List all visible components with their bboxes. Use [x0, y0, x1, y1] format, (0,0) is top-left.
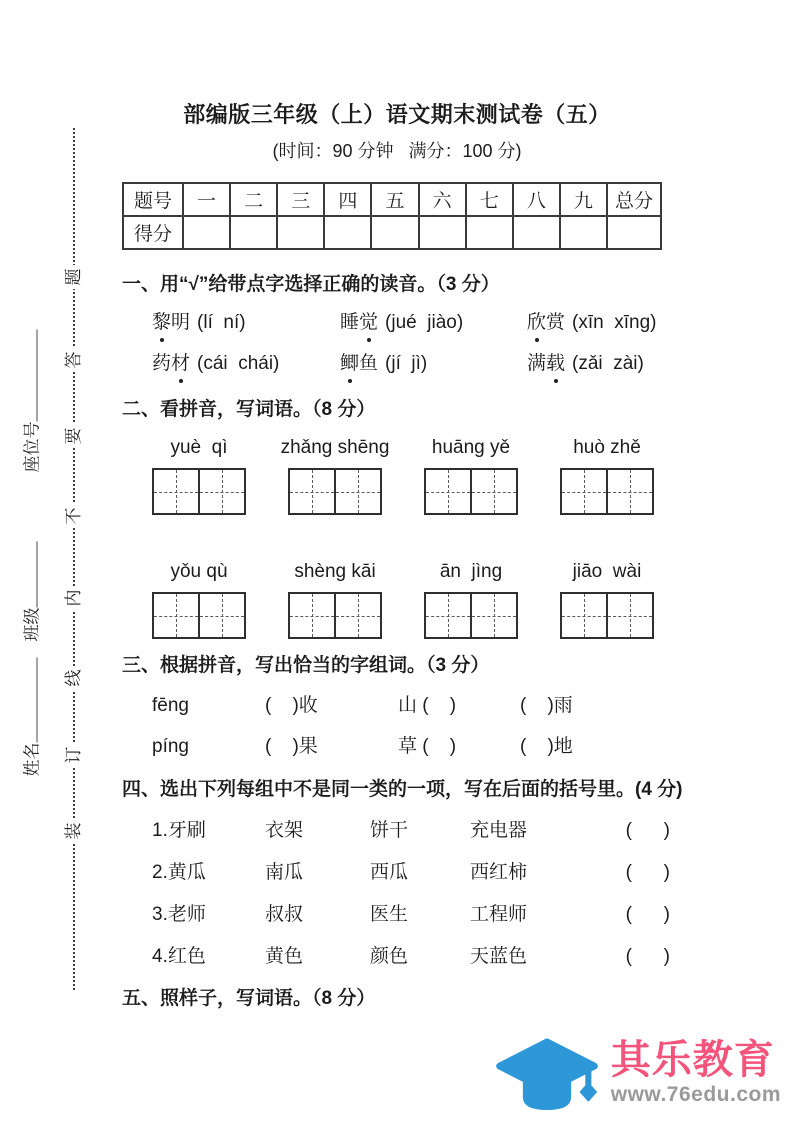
- writing-grid-cell: [154, 470, 198, 513]
- pinyin-writing-row-2: [152, 560, 672, 639]
- pinyin-writing-item: [152, 436, 246, 515]
- score-col-5: 五: [371, 183, 418, 216]
- pinyin-label: zhǎng shēng: [280, 437, 390, 458]
- class-blank-line: [23, 542, 38, 608]
- writing-grid: [152, 468, 246, 515]
- page-subtitle: (时间：90 分钟 满分：100 分): [272, 141, 522, 161]
- writing-grid-cell: [426, 594, 470, 637]
- writing-grid: [560, 592, 654, 639]
- class-label: 班级: [22, 607, 42, 642]
- answer-blank: 山 ( ): [398, 695, 457, 716]
- pronunciation-row-2: [152, 351, 672, 377]
- score-cell: [183, 216, 230, 249]
- answer-blank: ( )收: [265, 695, 318, 716]
- item-number: 2.: [152, 862, 168, 883]
- word: 牙刷: [167, 820, 206, 841]
- classification-item-4: [152, 942, 672, 971]
- score-col-8: 八: [513, 183, 560, 216]
- writing-grid-cell: [426, 470, 470, 513]
- graduation-cap-icon: [491, 1030, 603, 1116]
- pinyin-label: yuè qì: [170, 437, 228, 458]
- brand-logo: [491, 1030, 781, 1116]
- word: 饼干: [370, 820, 409, 841]
- binding-char: 不: [62, 504, 86, 528]
- pronunciation-item: [152, 310, 340, 336]
- binding-char: 题: [62, 265, 86, 289]
- binding-char: 装: [62, 819, 86, 843]
- score-cell: [513, 216, 560, 249]
- score-col-6: 六: [419, 183, 466, 216]
- writing-grid: [152, 592, 246, 639]
- name-blank-line: [23, 658, 38, 743]
- answer-bracket: ( ): [625, 820, 670, 841]
- classification-item-2: [152, 858, 672, 887]
- pronunciation-row-1: [152, 310, 672, 336]
- answer-blank: ( )果: [265, 736, 318, 757]
- word: 南瓜: [265, 862, 304, 883]
- writing-grid-cell: [198, 594, 244, 637]
- writing-grid: [288, 468, 382, 515]
- classification-item-3: [152, 900, 672, 929]
- pinyin-label: píng: [152, 736, 189, 757]
- score-cell: [230, 216, 277, 249]
- word: 充电器: [470, 820, 528, 841]
- char: 鱼: [359, 353, 379, 374]
- binding-char: 要: [62, 424, 86, 448]
- word: 医生: [370, 904, 409, 925]
- word: 西红柿: [470, 862, 528, 883]
- word: 颜色: [370, 946, 409, 967]
- writing-grid-cell: [562, 594, 606, 637]
- dotted-char: 材: [171, 351, 190, 377]
- char: 明: [171, 312, 191, 333]
- answer-bracket: ( ): [625, 904, 670, 925]
- score-col-1: 一: [183, 183, 230, 216]
- writing-grid-cell: [198, 470, 244, 513]
- pinyin-writing-item: [560, 560, 654, 639]
- score-table-header-label: 题号: [123, 183, 183, 216]
- writing-grid: [560, 468, 654, 515]
- pinyin-label: fēng: [152, 695, 189, 716]
- pinyin-writing-item: [152, 560, 246, 639]
- score-cell: [324, 216, 371, 249]
- pronunciation-item: [340, 310, 527, 336]
- section-two-heading: 二、看拼音，写词语。（8 分）: [122, 399, 376, 420]
- binding-char: 答: [62, 348, 86, 372]
- pinyin-writing-item: [288, 560, 382, 639]
- writing-grid: [424, 468, 518, 515]
- pinyin-label: jiāo wài: [572, 561, 642, 582]
- char: 满: [527, 353, 547, 374]
- pinyin-choices: (cái chái): [197, 353, 280, 374]
- seat-number-label: 座位号: [22, 421, 42, 473]
- brand-url: www.76edu.com: [610, 1083, 781, 1106]
- score-row-label: 得分: [123, 216, 183, 249]
- pinyin-writing-item: [560, 436, 654, 515]
- section-three-heading: 三、根据拼音，写出恰当的字组词。（3 分）: [122, 655, 490, 676]
- word: 衣架: [265, 820, 304, 841]
- score-col-7: 七: [466, 183, 513, 216]
- writing-grid-cell: [290, 594, 334, 637]
- pronunciation-item: [527, 310, 657, 336]
- name-field: [18, 647, 43, 777]
- score-col-2: 二: [230, 183, 277, 216]
- pinyin-label: ān jìng: [439, 561, 503, 582]
- writing-grid-cell: [562, 470, 606, 513]
- pinyin-writing-item: [280, 436, 390, 515]
- pinyin-label: yǒu qù: [170, 561, 228, 582]
- score-col-3: 三: [277, 183, 324, 216]
- section-five-heading: 五、照样子，写词语。（8 分）: [122, 988, 376, 1009]
- seat-number-field: [18, 323, 43, 473]
- answer-bracket: ( ): [625, 862, 670, 883]
- score-cell: [466, 216, 513, 249]
- writing-grid-cell: [606, 594, 652, 637]
- char: 赏: [546, 312, 566, 333]
- score-col-9: 九: [560, 183, 607, 216]
- char: 睡: [340, 312, 360, 333]
- writing-grid-cell: [334, 594, 380, 637]
- section-four-heading: 四、选出下列每组中不是同一类的一项，写在后面的括号里。(4 分): [122, 779, 683, 800]
- pinyin-choices: (xīn xīng): [572, 312, 657, 333]
- writing-grid-cell: [470, 594, 516, 637]
- pronunciation-item: [527, 351, 644, 377]
- answer-blank: ( )地: [520, 736, 573, 757]
- dotted-char: 鲫: [340, 351, 359, 377]
- fill-char-row-1: [152, 693, 672, 719]
- word: 黄瓜: [167, 862, 206, 883]
- binding-char: 线: [62, 666, 86, 690]
- word: 西瓜: [370, 862, 409, 883]
- dotted-char: 黎: [152, 310, 171, 336]
- char: 药: [152, 353, 172, 374]
- paper-content: [122, 0, 683, 1012]
- seat-number-blank-line: [23, 330, 38, 422]
- score-cell: [560, 216, 607, 249]
- score-table: [122, 182, 662, 250]
- pronunciation-item: [152, 351, 340, 377]
- pinyin-choices: (jué jiào): [385, 312, 464, 333]
- pinyin-label: huāng yě: [431, 437, 511, 458]
- writing-grid: [288, 592, 382, 639]
- pinyin-writing-row-1: [152, 436, 672, 515]
- score-col-4: 四: [324, 183, 371, 216]
- score-col-total: 总分: [607, 183, 661, 216]
- binding-char: 内: [62, 586, 86, 610]
- writing-grid-cell: [606, 470, 652, 513]
- word: 红色: [167, 946, 206, 967]
- word: 叔叔: [265, 904, 304, 925]
- name-label: 姓名: [22, 742, 42, 777]
- pronunciation-item: [340, 351, 527, 377]
- word: 天蓝色: [470, 946, 528, 967]
- pinyin-writing-item: [424, 436, 518, 515]
- class-field: [18, 538, 43, 642]
- answer-bracket: ( ): [625, 946, 670, 967]
- classification-item-1: [152, 816, 672, 845]
- writing-grid-cell: [334, 470, 380, 513]
- dotted-char: 欣: [527, 310, 546, 336]
- writing-grid-cell: [154, 594, 198, 637]
- score-cell: [277, 216, 324, 249]
- writing-grid-cell: [290, 470, 334, 513]
- word: 工程师: [470, 904, 528, 925]
- word: 老师: [167, 904, 206, 925]
- item-number: 3.: [152, 904, 168, 925]
- brand-name: 其乐教育: [610, 1038, 775, 1082]
- binding-char: 订: [62, 743, 86, 767]
- score-cell: [419, 216, 466, 249]
- answer-blank: 草 ( ): [398, 736, 457, 757]
- pinyin-writing-item: [424, 560, 518, 639]
- word: 黄色: [265, 946, 304, 967]
- score-table-score-row: [123, 216, 661, 249]
- item-number: 4.: [152, 946, 168, 967]
- pinyin-label: shèng kāi: [294, 561, 376, 582]
- score-cell: [607, 216, 661, 249]
- item-number: 1.: [152, 820, 168, 841]
- section-one-heading: 一、用“√”给带点字选择正确的读音。（3 分）: [122, 274, 500, 295]
- pinyin-choices: (zǎi zài): [572, 353, 644, 374]
- writing-grid: [424, 592, 518, 639]
- page-title: 部编版三年级（上）语文期末测试卷（五）: [183, 102, 611, 127]
- score-table-header-row: [123, 183, 661, 216]
- pinyin-choices: (jí jì): [385, 353, 428, 374]
- dotted-char: 觉: [359, 310, 378, 336]
- dotted-char: 载: [546, 351, 565, 377]
- binding-dotted-line: [73, 128, 75, 990]
- answer-blank: ( )雨: [520, 695, 573, 716]
- writing-grid-cell: [470, 470, 516, 513]
- fill-char-row-2: [152, 734, 672, 760]
- score-cell: [371, 216, 418, 249]
- pinyin-label: huò zhě: [573, 437, 641, 458]
- pinyin-choices: (lí ní): [197, 312, 246, 333]
